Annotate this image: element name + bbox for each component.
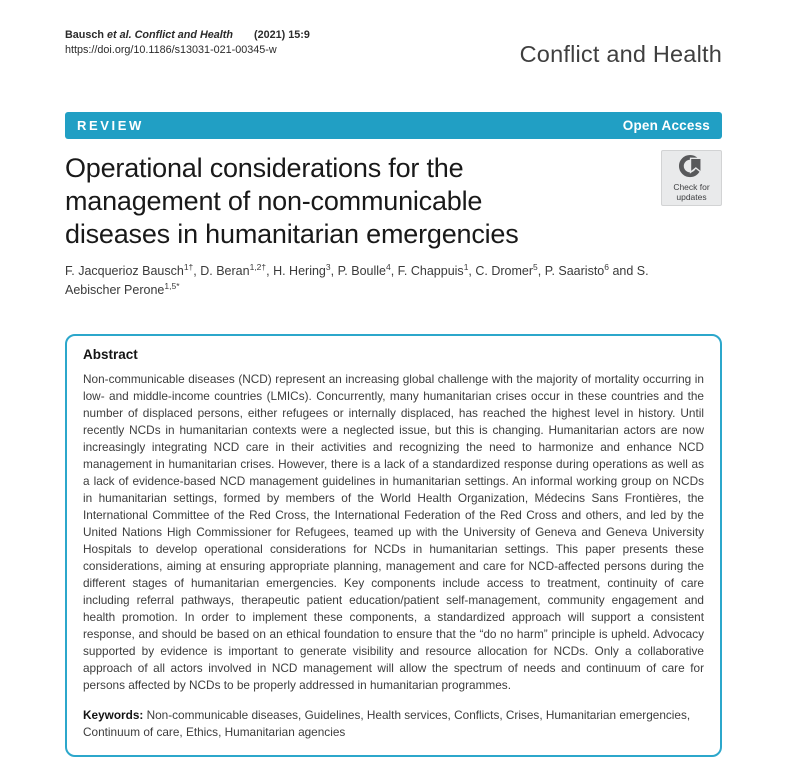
citation-author: Bausch — [65, 29, 105, 41]
page-header — [65, 28, 722, 112]
author-list: F. Jacquerioz Bausch$^{1\dagger}$, D. Beran$^{1,2\dagger}$, H. Hering$^3$, P. Boulle$^4$, F. Chappuis$^1$, C. Dromer$^5$, P. Saaristo$^6$ and S. Aebischer Perone$^{1,5*}$ — [65, 261, 649, 297]
article-title-line: Operational considerations for the — [65, 153, 464, 183]
keywords-text: Non-communicable diseases, Guidelines, Health services, Conflicts, Crises, Humanitarian emergencies, Continuum of care, Ethics, Humanitarian agencies — [83, 708, 691, 739]
keywords-label: Keywords: — [83, 708, 144, 722]
abstract-box — [65, 334, 722, 757]
check-for-updates-badge[interactable] — [661, 150, 722, 206]
crossmark-icon — [678, 154, 705, 181]
article-type-banner — [65, 112, 722, 139]
abstract-text: Non-communicable diseases (NCD) represent an increasing global challenge with the majority of mortality occurring in low- and middle-income countries (LMICs). Concurrently, many humanitarian crises occur in these countries and the number of displaced persons, either refugees or internally displaced, has reached the highest level in history. Until recently NCDs in humanitarian contexts were a neglected issue, but this is changing. Humanitarian actors are now increasingly integrating NCD care in their activities and recognizing the need to harmonize and enhance NCD management in humanitarian crises. However, there is a lack of a standardized response during operations as well as a lack of evidence-based NCD management guidelines in humanitarian settings. An informal working group on NCDs in humanitarian settings, formed by members of the World Health Organization, Médecins Sans Frontières, the International Committee of the Red Cross, the International Federation of the Red Cross and others, and led by the United Nations High Commissioner for Refugees, teamed up with the University of Geneva and Geneva University Hospitals to develop operational considerations for NCDs in humanitarian settings. This paper presents these considerations, aiming at ensuring appropriate planning, management and care for NCD-affected persons during the different stages of humanitarian emergencies. Key components include access to treatment, continuity of care including referral pathways, therapeutic patient education/patient self-management, community engagement and health promotion. In order to implement these components, a standardized approach will support a consistent response, and should be based on an ethical foundation to ensure that the “do no harm” principle is upheld. Advocacy supported by evidence is important to generate visibility and resource allocation for NCDs. Only a collaborative approach of all actors involved in NCD management will allow the spectrum of needs and continuum of care for persons affected by NCDs to be properly addressed in humanitarian programmes. — [83, 372, 704, 692]
doi-link[interactable]: https://doi.org/10.1186/s13031-021-00345-w — [65, 43, 277, 56]
article-title-line: diseases in humanitarian emergencies — [65, 219, 519, 249]
article-title — [65, 152, 665, 251]
check-for-updates-label: Check for updates — [673, 182, 710, 202]
citation-journal-italic: et al. Conflict and Health — [107, 29, 233, 41]
journal-name: Conflict and Health — [519, 41, 722, 67]
article-type-label: REVIEW — [77, 118, 144, 133]
citation-issue: (2021) 15:9 — [254, 29, 310, 41]
abstract-heading: Abstract — [83, 347, 138, 362]
open-access-label: Open Access — [622, 118, 710, 133]
article-title-line: management of non-communicable — [65, 186, 483, 216]
keywords-line — [83, 707, 704, 741]
